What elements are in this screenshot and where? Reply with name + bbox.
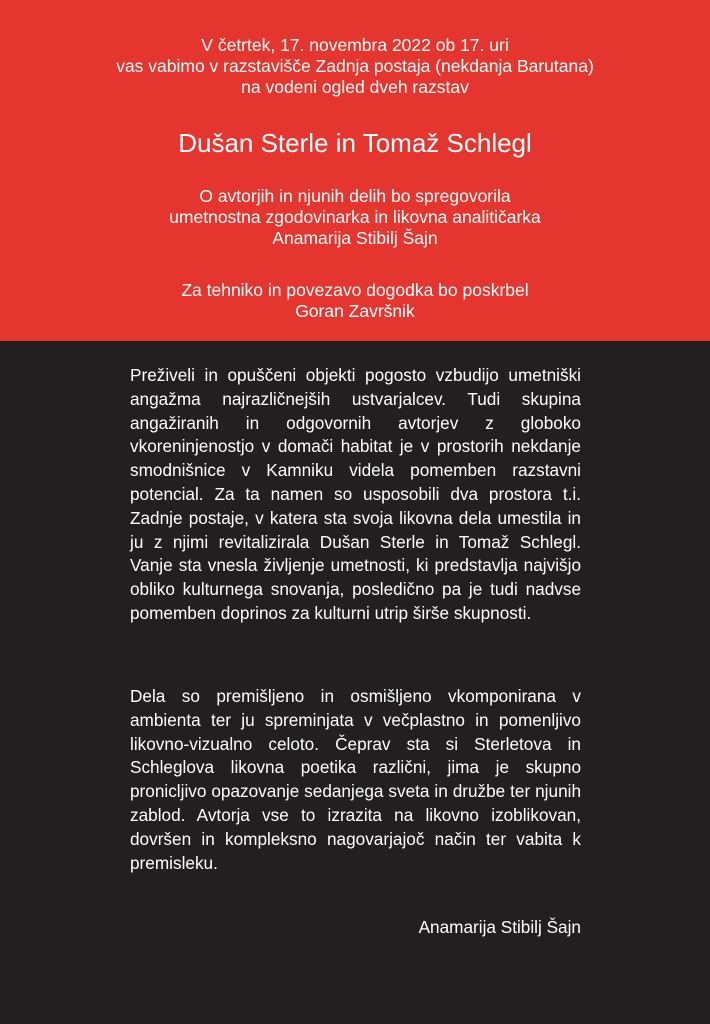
artists-headline: Dušan Sterle in Tomaž Schlegl — [178, 128, 532, 158]
essay-paragraph-2: Dela so premišljeno in osmišljeno vkomponirana v ambienta ter ju spreminjata v večplastno in pomenljivo likovno-vizualno celoto. Čeprav sta si Sterletova in Schleglova likovna poetika različni, jima je skupno pronicljivo opazovanje sedanjega sveta in družbe ter njunih zablod. Avtorja vse to izrazita na likovno izoblikovan, dovršen in kompleksno nagovarjajoč način ter vabita k premisleku. — [130, 686, 581, 873]
essay-panel — [0, 341, 710, 1024]
speaker-line-2: umetnostna zgodovinarka in likovna analitičarka — [169, 207, 541, 227]
technician-line: Za tehniko in povezavo dogodka bo poskrbel — [181, 280, 529, 300]
event-details — [0, 35, 710, 98]
event-purpose-line: na vodeni ogled dveh razstav — [241, 77, 469, 97]
speaker-name: Anamarija Stibilj Šajn — [272, 228, 438, 248]
invitation-panel — [0, 0, 710, 341]
essay-paragraph-1: Preživeli in opuščeni objekti pogosto vzbudijo umetniški angažma najrazličnejših ustvarjalcev. Tudi skupina angažiranih in odgovornih avtorjev z globoko vkoreninjenostjo v domači habitat je v prostorih nekdanje smodnišnice v Kamniku videla pomemben razstavni potencial. Za ta namen so usposobili dva prostora t.i. Zadnje postaje, v katera sta svoja likovna dela umestila in ju z njimi revitalizirala Dušan Sterle in Tomaž Schlegl. Vanje sta vnesla življenje umetnosti, ki predstavlja najvišjo obliko kulturnega snovanja, posledično pa je tudi nadvse pomemben doprinos za kulturni utrip širše skupnosti. — [130, 365, 581, 623]
event-date-line: V četrtek, 17. novembra 2022 ob 17. uri — [201, 35, 509, 55]
technician-name: Goran Završnik — [295, 301, 415, 321]
speaker-line-1: O avtorjih in njunih delih bo spregovorila — [199, 186, 511, 206]
essay-signature: Anamarija Stibilj Šajn — [418, 917, 581, 937]
technician-info — [0, 280, 710, 322]
speaker-info — [0, 186, 710, 249]
event-venue-line: vas vabimo v razstavišče Zadnja postaja (nekdanja Barutana) — [116, 56, 594, 76]
